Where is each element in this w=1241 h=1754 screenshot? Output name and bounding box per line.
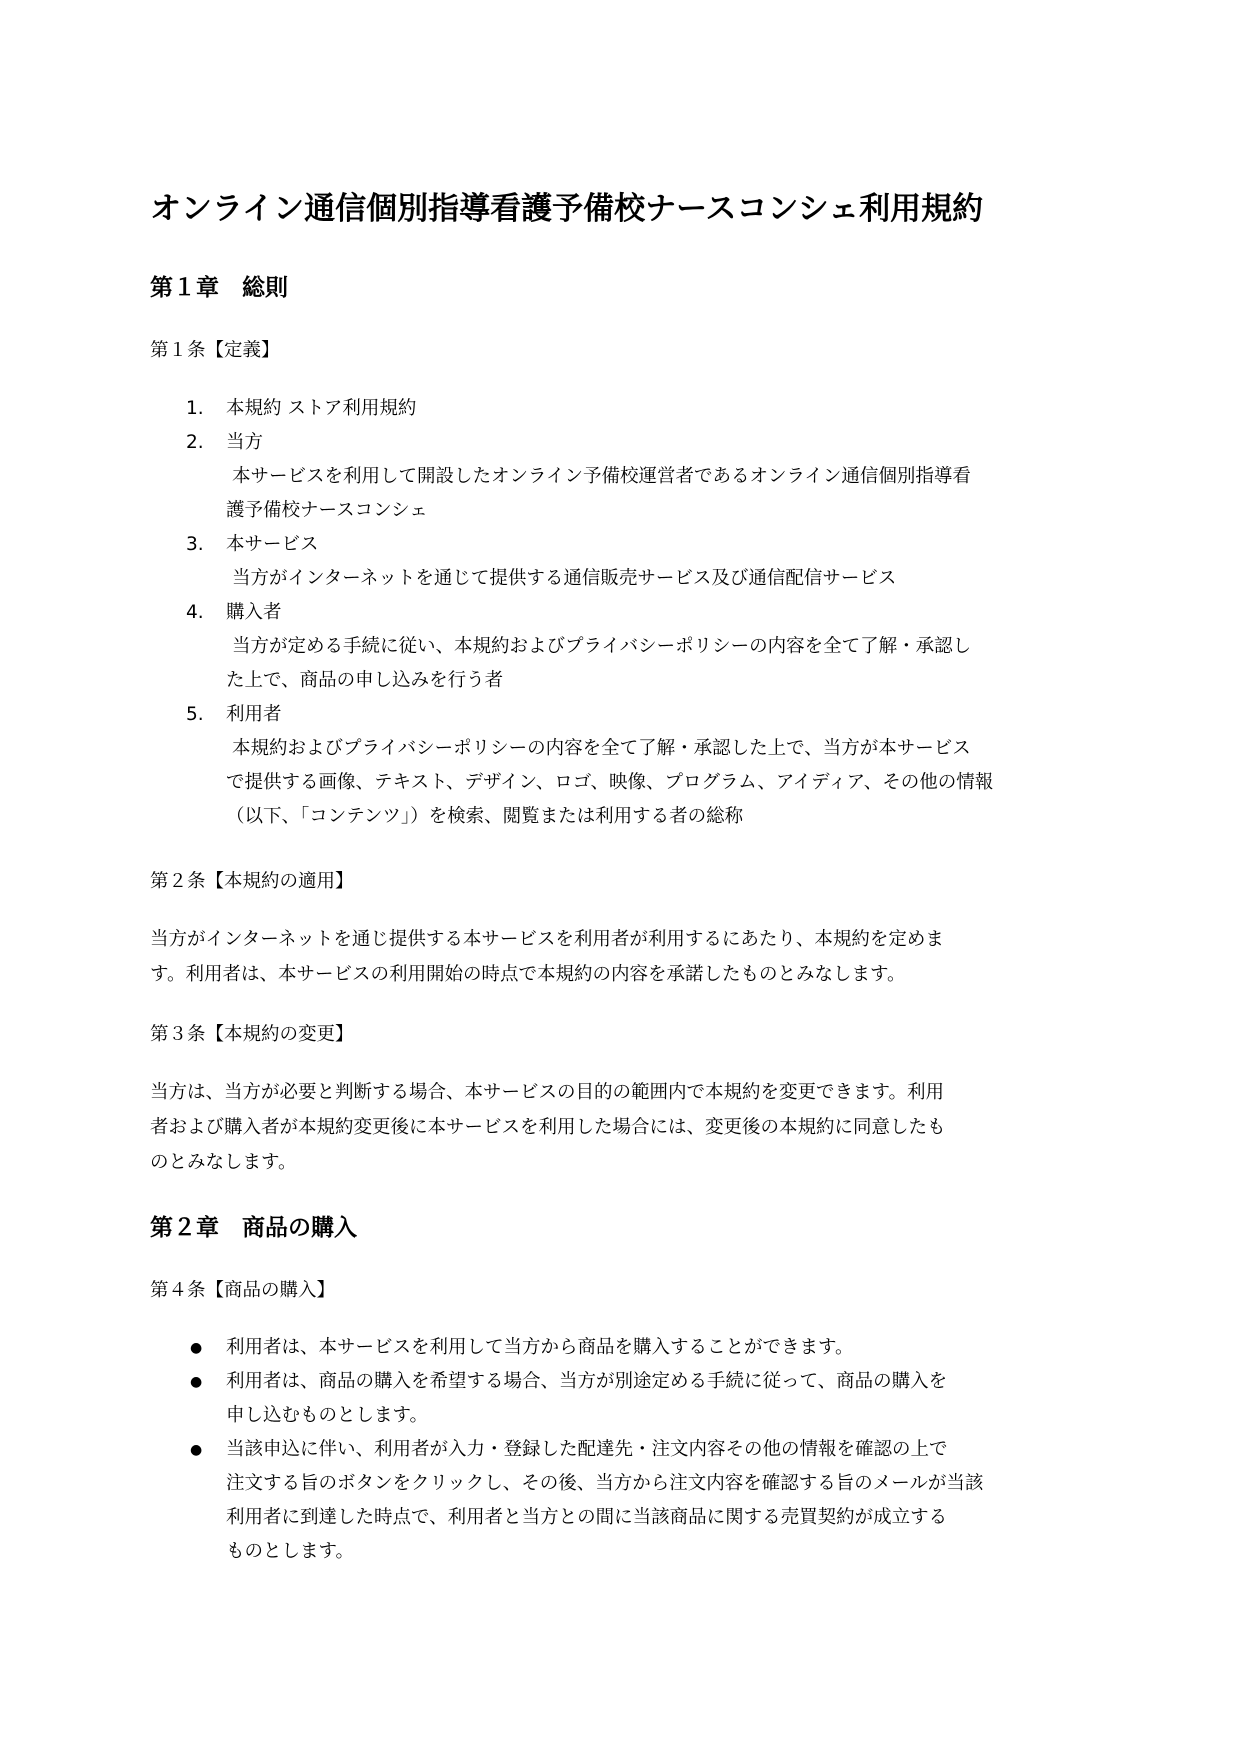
list-number: 3. [186,534,204,555]
article-1-heading: 第１条【定義】 [150,340,280,361]
list-item [186,1331,1106,1365]
definition-term: 購入者 [226,602,282,623]
list-item-line: 申し込むものとします。 [226,1405,429,1426]
definition-item [186,426,1106,528]
definition-term: 本規約 ストア利用規約 [226,398,417,419]
list-number: 5. [186,704,204,725]
chapter-2-heading: 第２章 商品の購入 [150,1215,357,1241]
definition-item [186,698,1106,834]
definition-term: 当方 [226,432,264,453]
definitions-list [186,392,1106,834]
article-4-heading: 第４条【商品の購入】 [150,1280,336,1301]
definition-item [186,392,1106,426]
article-3-heading: 第３条【本規約の変更】 [150,1024,354,1045]
definition-line: 当方がインターネットを通じて提供する通信販売サービス及び通信配信サービス [232,568,897,589]
purchase-rules-list [186,1331,1106,1569]
definition-line: 護予備校ナースコンシェ [226,500,428,521]
list-item-line: 注文する旨のボタンをクリックし、その後、当方から注文内容を確認する旨のメールが当該 [226,1473,984,1494]
bullet-icon: ● [190,1340,203,1356]
paragraph-line: 者および購入者が本規約変更後に本サービスを利用した場合には、変更後の本規約に同意したも [150,1117,946,1138]
bullet-icon: ● [190,1374,203,1390]
list-item-line: 当該申込に伴い、利用者が入力・登録した配達先・注文内容その他の情報を確認の上で [226,1439,948,1460]
definition-term: 利用者 [226,704,282,725]
list-number: 2. [186,432,204,453]
bullet-icon: ● [190,1442,203,1458]
list-item-line: 利用者は、本サービスを利用して当方から商品を購入することができます。 [226,1337,854,1358]
paragraph-line: す。利用者は、本サービスの利用開始の時点で本規約の内容を承諾したものとみなします。 [150,964,906,985]
definition-description [226,732,1106,834]
list-item [186,1365,1106,1433]
document-title: オンライン通信個別指導看護予備校ナースコンシェ利用規約 [150,191,984,227]
definition-line: た上で、商品の申し込みを行う者 [226,670,504,691]
list-item-line: ものとします。 [226,1541,355,1562]
list-item-line: 利用者は、商品の購入を希望する場合、当方が別途定める手続に従って、商品の購入を [226,1371,948,1392]
article-2-body [150,922,1100,992]
paragraph-line: のとみなします。 [150,1152,297,1173]
list-item-line: 利用者に到達した時点で、利用者と当方との間に当該商品に関する売買契約が成立する [226,1507,948,1528]
definition-item [186,528,1106,596]
definition-description [226,460,1106,528]
chapter-1-heading: 第１章 総則 [150,275,288,301]
article-3-body [150,1075,1100,1180]
list-number: 4. [186,602,204,623]
article-2-heading: 第２条【本規約の適用】 [150,871,354,892]
definition-description [226,562,1106,596]
definition-description [226,630,1106,698]
definition-line: 本サービスを利用して開設したオンライン予備校運営者であるオンライン通信個別指導看 [232,466,971,487]
definition-line: 当方が定める手続に従い、本規約およびプライバシーポリシーの内容を全て了解・承認し [232,636,972,657]
definition-line: で提供する画像、テキスト、デザイン、ロゴ、映像、プログラム、アイディア、その他の情報 [226,772,994,793]
definition-line: （以下、「コンテンツ」）を検索、閲覧または利用する者の総称 [226,806,744,827]
definition-term: 本サービス [226,534,319,555]
definition-line: 本規約およびプライバシーポリシーの内容を全て了解・承認した上で、当方が本サービス [232,738,971,759]
list-number: 1. [186,398,204,419]
list-item [186,1433,1106,1569]
paragraph-line: 当方は、当方が必要と判断する場合、本サービスの目的の範囲内で本規約を変更できます。利用 [150,1082,945,1103]
paragraph-line: 当方がインターネットを通じ提供する本サービスを利用者が利用するにあたり、本規約を定めま [150,929,944,950]
definition-item [186,596,1106,698]
